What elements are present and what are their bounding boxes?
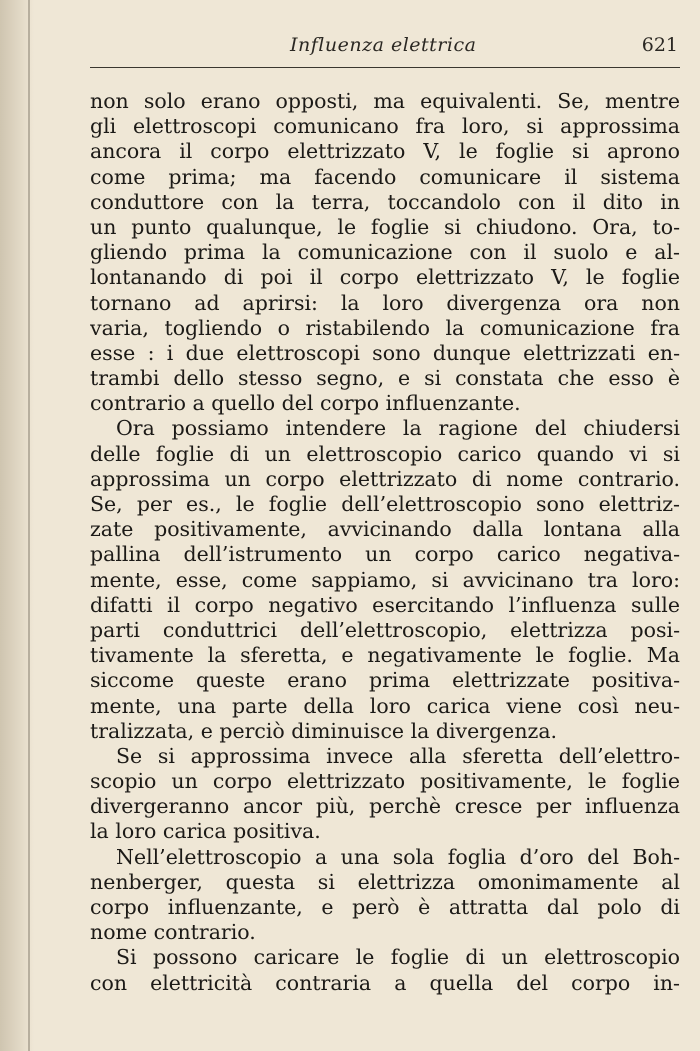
text-line: mente, esse, come sappiamo, si avvicinano tra loro: bbox=[90, 567, 680, 592]
text-line: Nell’elettroscopio a una sola foglia d’oro del Boh- bbox=[116, 844, 680, 869]
text-line: non solo erano opposti, ma equivalenti. Se, mentre bbox=[90, 89, 680, 113]
text-line: tornano ad aprirsi: la loro divergenza ora non bbox=[90, 290, 680, 315]
text-line: divergeranno ancor più, perchè cresce per influenza bbox=[90, 794, 680, 819]
text-line: Si possono caricare le foglie di un elettroscopio bbox=[116, 945, 680, 970]
header-rule bbox=[90, 67, 680, 68]
text-line: ancora il corpo elettrizzato V, le foglie si aprono bbox=[90, 139, 680, 164]
text-line: siccome queste erano prima elettrizzate positiva- bbox=[90, 668, 680, 693]
text-line: approssima un corpo elettrizzato di nome contrario. bbox=[90, 466, 680, 491]
text-line: lontanando di poi il corpo elettrizzato V, le foglie bbox=[90, 265, 680, 290]
text-line: un punto qualunque, le foglie si chiudono. Ora, to- bbox=[90, 214, 680, 239]
text-line: tralizzata, e perciò diminuisce la divergenza. bbox=[90, 718, 558, 743]
text-line: nenberger, questa si elettrizza omonimamente al bbox=[90, 869, 680, 894]
text-line: gli elettroscopi comunicano fra loro, si approssima bbox=[90, 114, 680, 139]
binding-edge bbox=[28, 0, 30, 1051]
text-line: Se si approssima invece alla sferetta dell’elettro- bbox=[116, 743, 680, 768]
text-line: la loro carica positiva. bbox=[90, 819, 321, 844]
text-line: pallina dell’istrumento un corpo carico negativa- bbox=[90, 542, 680, 567]
text-line: come prima; ma facendo comunicare il sistema bbox=[90, 164, 680, 189]
text-line: parti conduttrici dell’elettroscopio, elettrizza posi- bbox=[90, 617, 680, 642]
text-line: Ora possiamo intendere la ragione del chiudersi bbox=[116, 416, 680, 441]
text-line: contrario a quello del corpo influenzante. bbox=[90, 391, 521, 416]
text-line: nome contrario. bbox=[90, 920, 256, 945]
text-line: gliendo prima la comunicazione con il suolo e al- bbox=[90, 240, 680, 265]
text-line: scopio un corpo elettrizzato positivamente, le foglie bbox=[90, 769, 680, 794]
running-title: Influenza elettrica bbox=[290, 34, 477, 56]
text-line: conduttore con la terra, toccandolo con il dito in bbox=[90, 189, 680, 214]
text-line: Se, per es., le foglie dell’elettroscopio sono elettriz- bbox=[90, 492, 680, 516]
body-text bbox=[90, 89, 680, 996]
text-line: trambi dello stesso segno, e si constata che esso è bbox=[90, 366, 680, 391]
text-line: zate positivamente, avvicinando dalla lontana alla bbox=[90, 517, 680, 542]
text-line: tivamente la sferetta, e negativamente le foglie. Ma bbox=[90, 643, 680, 668]
page-number: 621 bbox=[641, 34, 678, 56]
text-line: delle foglie di un elettroscopio carico quando vi si bbox=[90, 441, 680, 466]
text-line: mente, una parte della loro carica viene così neu- bbox=[90, 693, 680, 718]
text-line: difatti il corpo negativo esercitando l’influenza sulle bbox=[90, 592, 680, 617]
running-header bbox=[90, 34, 680, 64]
text-line: esse : i due elettroscopi sono dunque elettrizzati en- bbox=[90, 340, 680, 365]
text-line: con elettricità contraria a quella del corpo in- bbox=[90, 970, 680, 995]
text-line: varia, togliendo o ristabilendo la comunicazione fra bbox=[90, 315, 680, 340]
text-line: corpo influenzante, e però è attratta dal polo di bbox=[90, 895, 680, 919]
